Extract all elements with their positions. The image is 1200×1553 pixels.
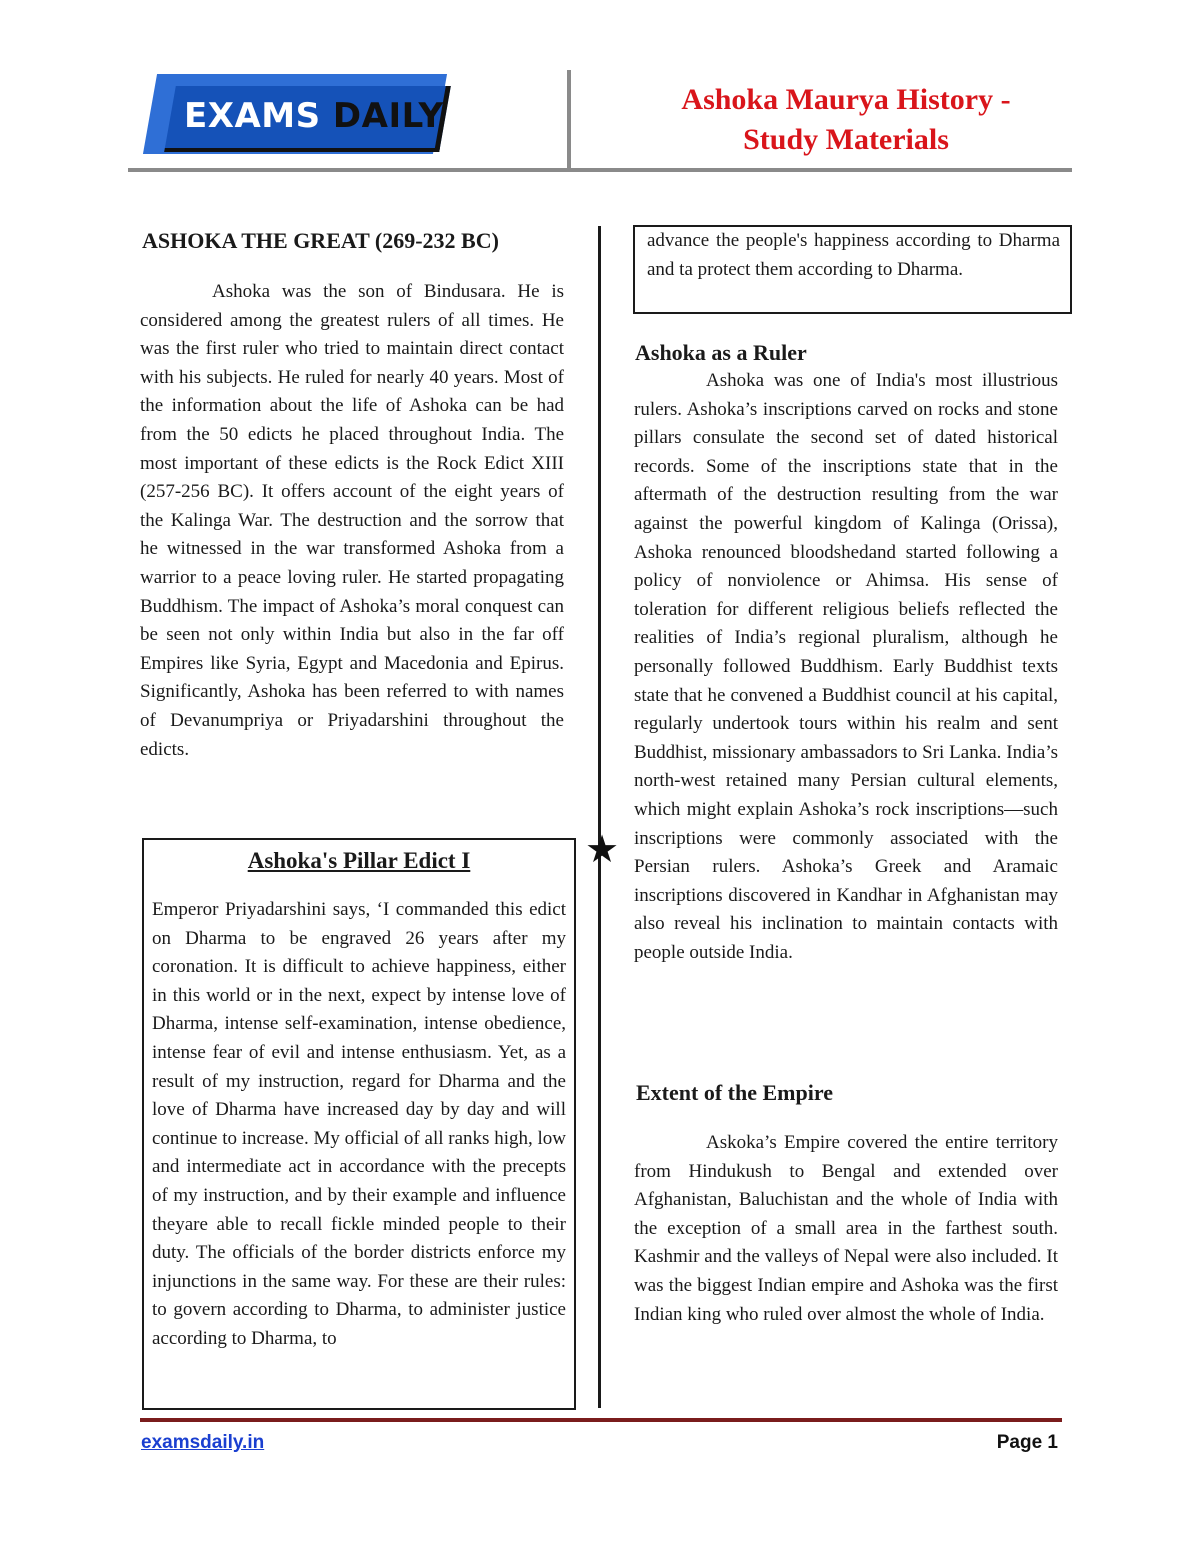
pillar-edict-box [142,838,576,1410]
logo-text [184,96,444,136]
exams-daily-logo [140,74,445,160]
edict-text: Emperor Priyadarshini says, ‘I commanded this edict on Dharma to be engraved 26 years after my coronation. It is difficult to achieve happiness, either in this world or in the next, expect by intense love of Dharma, intense self-examination, intense obedience, intense fear of evil and intense enthusiasm. Yet, as a result of my instruction, regard for Dharma and the love of Dharma have increased day by day and will continue to increase. My official of all ranks high, low and intermediate act in accordance with the precepts of my instruction, and by their example and influence theyare able to recall fickle minded people to their duty. The officials of the border districts enforce my injunctions in the same way. For these are their rules: to govern according to Dharma, to administer justice according to Dharma, to [152,899,566,1349]
title-line-2: Study Materials [743,123,949,156]
ruler-paragraph: Ashoka was one of India's most illustrious rulers. Ashoka’s inscriptions carved on rocks and stone pillars consulate the second set of dated historical records. Some of the inscriptions state that in the aftermath of the destruction resulting from the war against the powerful kingdom of Kalinga (Orissa), Ashoka renounced bloodshedand started following a policy of nonviolence or Ahimsa. His sense of toleration for different religious beliefs reflected the realities of India’s regional pluralism, although he personally followed Buddhism. Early Buddhist texts state that he convened a Buddhist council at his capital, regularly undertook tours within his realm and sent Buddhist, missionary ambassadors to Sri Lanka. India’s north-west retained many Persian cultural elements, which might explain Ashoka’s rock inscriptions—such inscriptions were commonly associated with the Persian rulers. Ashoka’s Greek and Aramaic inscriptions discovered in Kandhar in Afghanistan may also reveal his inclination to maintain contacts with people outside India. [634,370,1058,963]
edict-title: Ashoka's Pillar Edict I [247,848,471,873]
edict-continued-box [633,225,1072,314]
header-rule [128,168,1072,172]
column-divider [598,226,601,1408]
main-heading: ASHOKA THE GREAT (269-232 BC) [142,228,499,253]
extent-paragraph: Askoka’s Empire covered the entire territory from Hindukush to Bengal and extended over Afghanistan, Baluchistan and the whole of India with the exception of a small area in the farthest south. Kashmir and the valleys of Nepal were also included. It was the biggest Indian empire and Ashoka was the first Indian king who ruled over almost the whole of India. [634,1132,1058,1325]
document-title [600,80,1092,160]
logo-word-daily: DAILY [332,96,444,136]
extent-heading: Extent of the Empire [636,1080,833,1105]
header-vertical-divider [567,70,571,170]
title-line-1: Ashoka Maurya History - [681,83,1011,116]
intro-paragraph: Ashoka was the son of Bindusara. He is considered among the greatest rulers of all times. He was the first ruler who tried to maintain direct contact with his subjects. He ruled for nearly 40 years. Most of the information about the life of Ashoka can be had from the 50 edicts he placed throughout India. The most important of these edicts is the Rock Edict XIII (257-256 BC). It offers account of the eight years of the Kalinga War. The destruction and the sorrow that he witnessed in the war transformed Ashoka from a warrior to a peace loving ruler. He started propagating Buddhism. The impact of Ashoka’s moral conquest can be seen not only within India but also in the far off Empires like Syria, Egypt and Macedonia and Epirus. Significantly, Ashoka has been referred to with names of Devanumpriya or Priyadarshini throughout the edicts. [140,281,564,760]
footer-rule [140,1418,1062,1422]
footer-website-link[interactable]: examsdaily.in [141,1432,265,1453]
star-icon: ★ [585,827,620,871]
logo-word-exams: EXAMS [184,96,321,136]
edict-continued-text: advance the people's happiness according to Dharma and ta protect them according to Dharma. [647,230,1060,280]
page-number: Page 1 [996,1432,1058,1453]
ruler-heading: Ashoka as a Ruler [635,340,807,365]
